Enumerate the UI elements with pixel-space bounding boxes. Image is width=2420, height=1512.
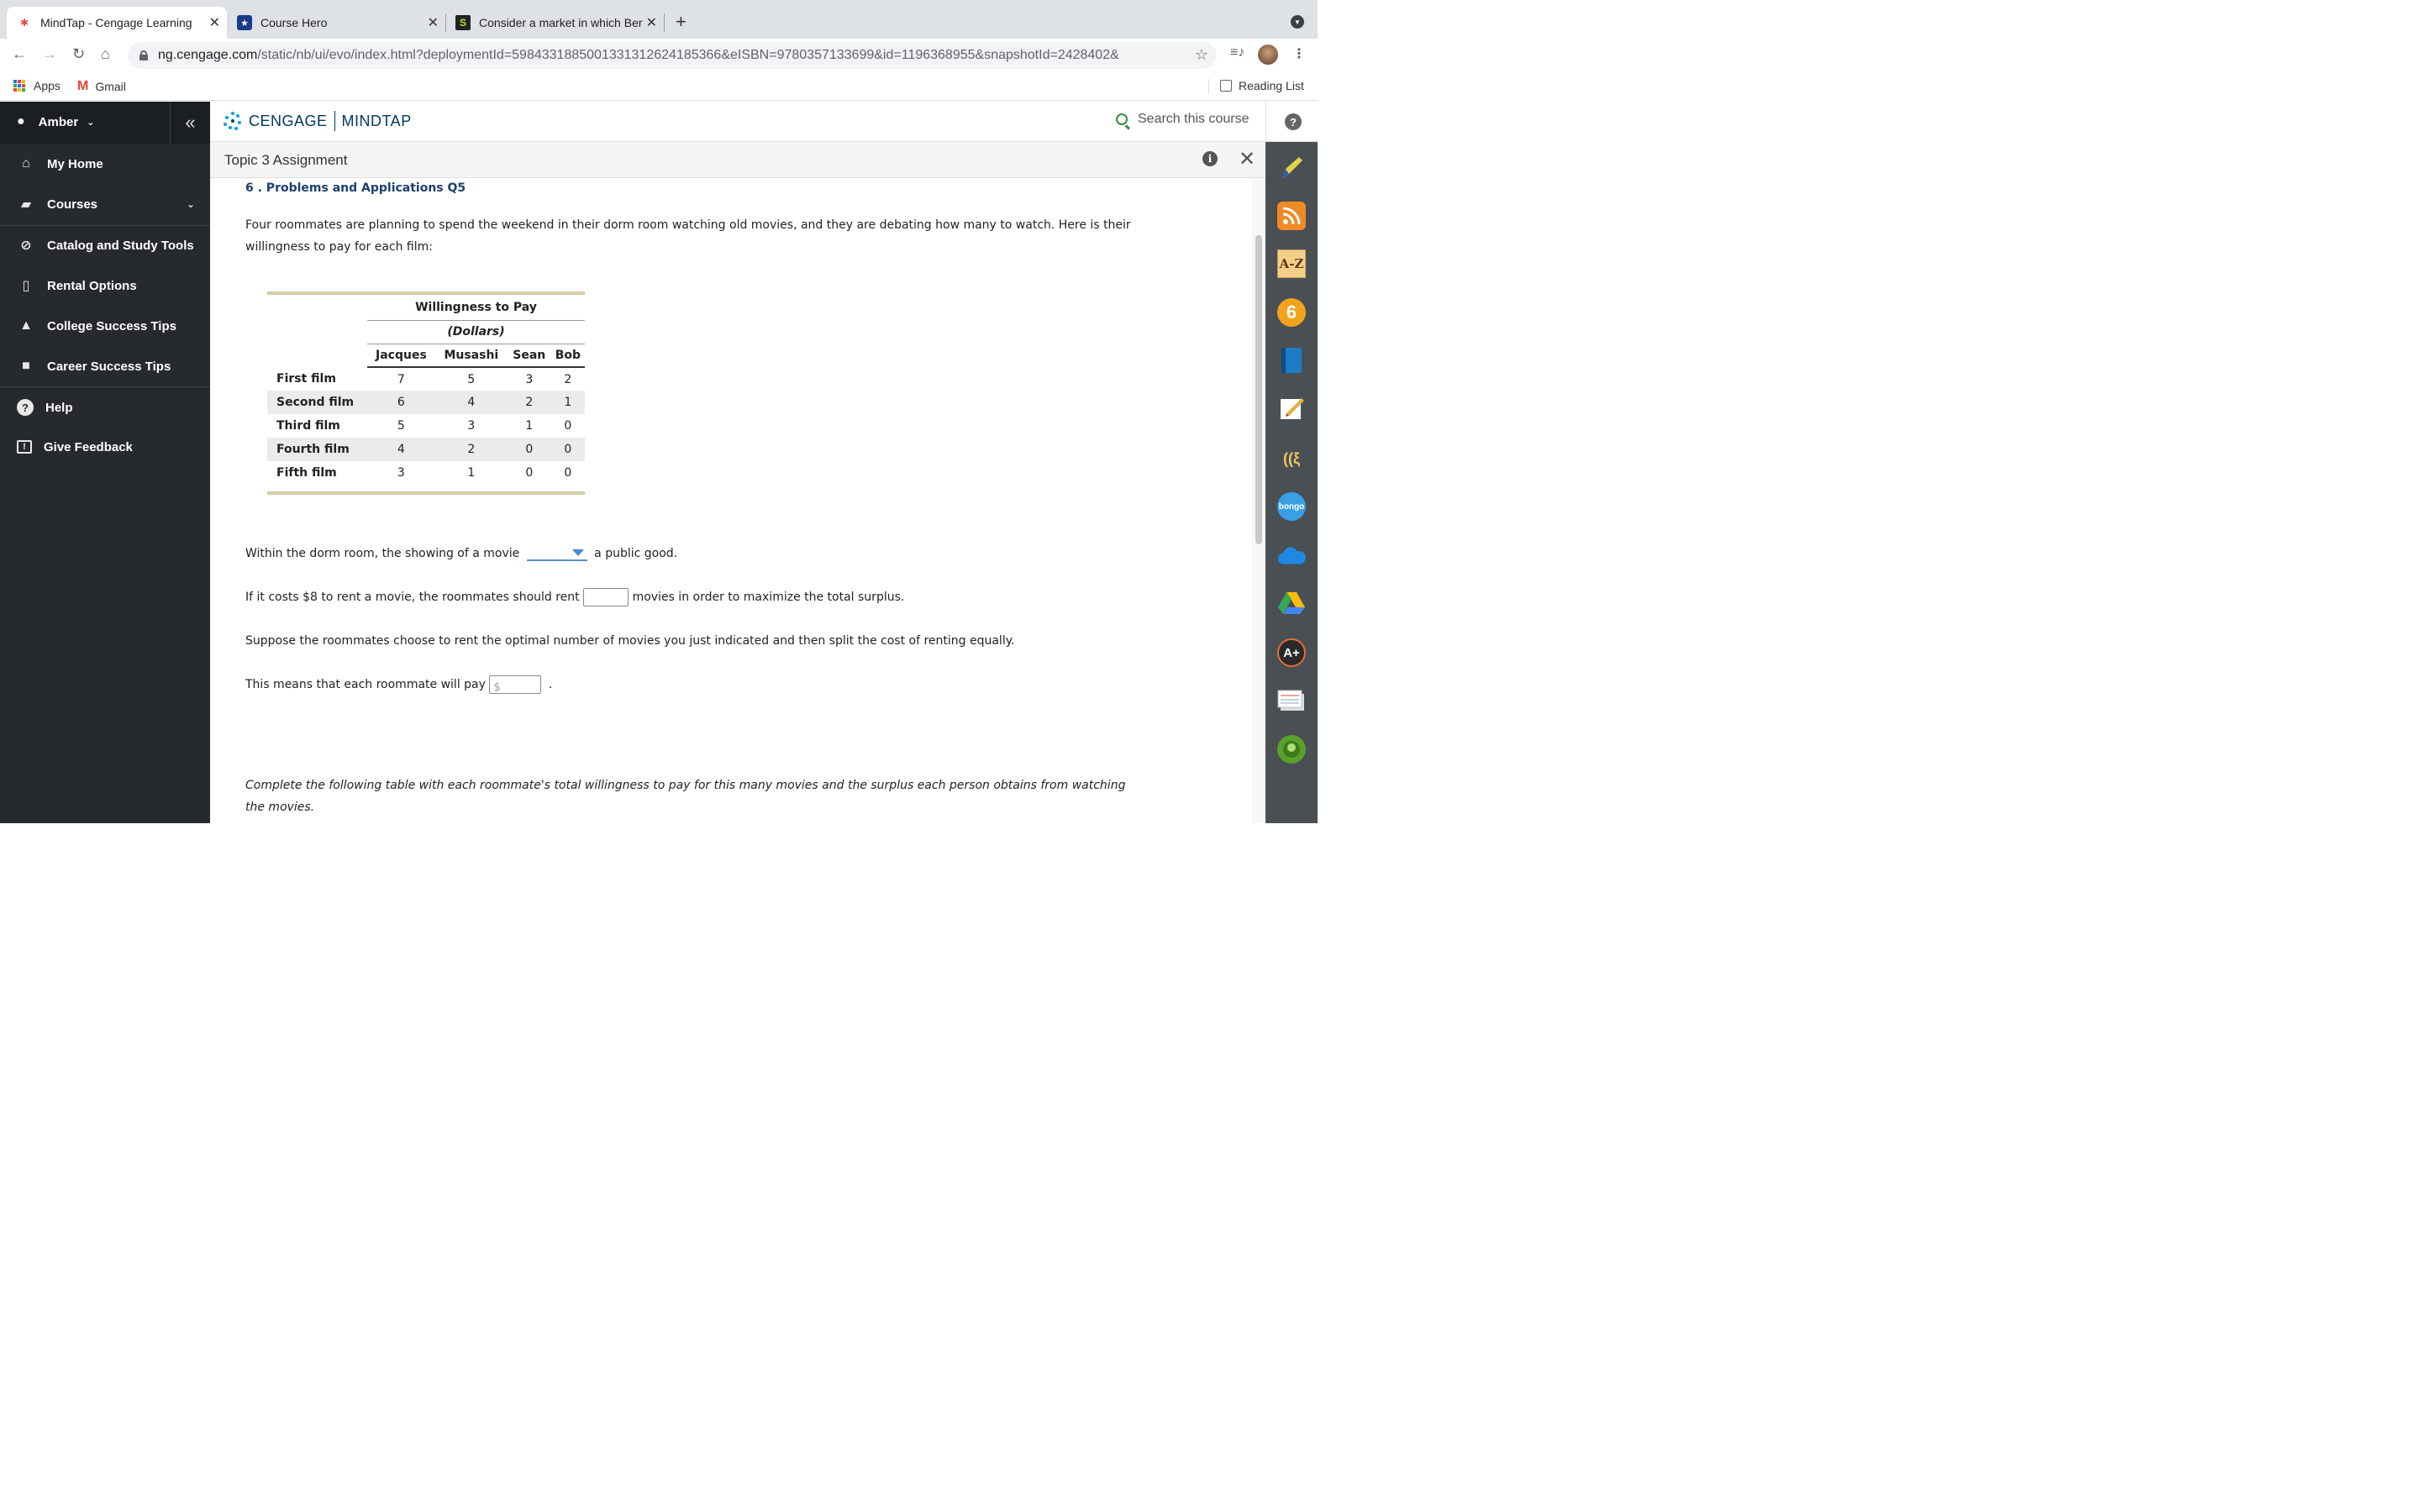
cengage-mindtap-logo[interactable]	[224, 111, 412, 131]
table-cell: 4	[367, 438, 435, 461]
instruction-line: Complete the following table with each roommate's total willingness to pay for this many movies and the surplus each person obtains from watching	[245, 779, 1126, 792]
table-row	[267, 438, 585, 461]
row-label: Fourth film	[267, 438, 367, 461]
assignment-title: Topic 3 Assignment	[224, 152, 348, 168]
table-cell: 2	[508, 391, 551, 414]
a-plus-label: A+	[1283, 645, 1300, 660]
audio-icon[interactable]: ((ξ	[1282, 449, 1300, 467]
table-group-header: Willingness to Pay	[367, 295, 585, 320]
close-tab-icon[interactable]: ✕	[645, 16, 657, 30]
sidebar-item-label: Rental Options	[47, 278, 137, 293]
table-cell: 3	[525, 372, 534, 386]
studypool-favicon-icon: S	[455, 15, 471, 30]
tab-title: Course Hero	[260, 16, 328, 29]
address-bar[interactable]	[128, 42, 1217, 69]
sentence-text: Within the dorm room, the showing of a movie	[245, 547, 520, 560]
pencil-icon[interactable]	[1277, 154, 1306, 182]
tab-title: MindTap - Cengage Learning	[40, 16, 192, 29]
bongo-icon[interactable]	[1277, 492, 1306, 521]
help-icon[interactable]: ?	[1285, 113, 1302, 130]
rent-sentence	[245, 586, 904, 608]
public-good-dropdown[interactable]	[527, 546, 587, 561]
tab-separator	[664, 13, 665, 32]
browser-tab-bar	[0, 0, 1318, 39]
sidebar-item-college-tips[interactable]	[0, 307, 210, 345]
sentence-text: .	[548, 678, 553, 691]
content-scrollbar[interactable]	[1252, 178, 1265, 823]
bookmark-gmail[interactable]	[77, 79, 126, 94]
sidebar-item-label: Career Success Tips	[47, 359, 171, 374]
public-good-sentence	[245, 543, 677, 564]
cengage-logo-icon	[224, 112, 242, 130]
row-label: First film	[276, 372, 336, 386]
sidebar-divider	[0, 386, 210, 387]
sidebar-item-label: Courses	[47, 197, 98, 212]
table-cell: 2	[435, 438, 508, 461]
search-label: Search this course	[1138, 112, 1249, 126]
question-content	[210, 178, 1252, 823]
book-icon: ▰	[20, 197, 32, 212]
gmail-icon: M	[77, 79, 89, 93]
compass-icon: ⊘	[20, 239, 32, 253]
complete-table-instruction	[245, 774, 1125, 818]
profile-icon[interactable]	[1277, 735, 1306, 764]
rss-icon[interactable]	[1277, 202, 1306, 230]
table-row	[267, 367, 585, 391]
table-bottom-rule	[267, 491, 585, 495]
a-z-label: A-Z	[1279, 256, 1304, 271]
course-search[interactable]	[1116, 112, 1249, 127]
lock-icon	[139, 50, 148, 60]
briefcase-icon: ■	[22, 359, 30, 373]
user-menu[interactable]	[17, 114, 94, 129]
a-z-icon[interactable]	[1277, 249, 1306, 278]
reading-list-button[interactable]	[1220, 79, 1304, 92]
home-icon: ⌂	[22, 156, 30, 171]
table-cell: 5	[467, 372, 476, 386]
sentence-text: If it costs $8 to rent a movie, the roommates should rent	[245, 591, 580, 604]
sidebar-item-feedback[interactable]	[0, 428, 210, 466]
row-label: Second film	[267, 391, 367, 414]
cost-per-roommate-input[interactable]: $	[489, 675, 541, 694]
sidebar-item-courses[interactable]	[0, 185, 210, 223]
table-cell: 0	[551, 438, 585, 461]
question-intro	[245, 214, 1131, 258]
bookmark-apps[interactable]	[13, 79, 60, 92]
column-header: Bob	[551, 344, 585, 367]
flashcards-icon[interactable]	[1277, 686, 1306, 715]
table-cell: 2	[564, 372, 572, 386]
table-row	[267, 391, 585, 414]
tab-search-icon[interactable]: ▼	[1291, 15, 1304, 29]
sentence-text: This means that each roommate will pay	[245, 678, 486, 691]
column-header: Jacques	[367, 344, 435, 367]
table-cell: 5	[397, 419, 405, 433]
forward-icon[interactable]: →	[42, 45, 57, 62]
table-cell: 4	[435, 391, 508, 414]
sidebar-item-label: Give Feedback	[44, 439, 133, 454]
bookmark-separator	[1208, 79, 1209, 94]
sidebar-item-career-tips[interactable]	[0, 347, 210, 386]
profile-avatar[interactable]	[1258, 45, 1278, 65]
browser-toolbar	[0, 39, 1318, 72]
assignment-bar	[210, 142, 1265, 178]
sidebar-item-label: Catalog and Study Tools	[47, 238, 194, 253]
table-cell: 3	[397, 466, 405, 480]
row-label: Fifth film	[276, 466, 337, 480]
column-header: Musashi	[435, 344, 508, 367]
main-sidebar	[0, 102, 210, 823]
a-plus-icon[interactable]	[1277, 638, 1306, 667]
table-cell: 0	[525, 466, 534, 480]
media-queue-icon[interactable]: ≡♪	[1230, 45, 1245, 60]
table-cell: 7	[397, 372, 405, 386]
new-tab-icon[interactable]: +	[676, 11, 687, 32]
chevron-down-icon: ⌄	[186, 198, 195, 210]
app-dock	[1265, 142, 1318, 823]
home-icon[interactable]: ⌂	[101, 45, 110, 62]
sidebar-item-label: Help	[45, 400, 73, 415]
reload-icon[interactable]: ↻	[72, 45, 86, 62]
sidebar-item-catalog[interactable]	[0, 226, 210, 265]
sentence-text: a public good.	[594, 547, 678, 560]
sidebar-item-help[interactable]	[0, 388, 210, 427]
six-icon[interactable]: 6	[1277, 298, 1306, 327]
table-cell: 1	[551, 391, 585, 414]
info-icon[interactable]: i	[1202, 151, 1218, 166]
chevron-down-icon: ⌄	[87, 117, 95, 128]
reading-list-icon	[1220, 80, 1232, 92]
notes-icon[interactable]	[1277, 394, 1306, 423]
drive-icon[interactable]	[1277, 589, 1306, 617]
course-hero-favicon-icon: ★	[237, 15, 252, 30]
sidebar-item-rental[interactable]	[0, 266, 210, 305]
url-text[interactable]: ng.cengage.com/static/nb/ui/evo/index.html?deploymentId=5984331885001331312624185366&eISBN=9780357133699&id=1196368955&snapshotId=2428402&	[158, 48, 1119, 62]
bongo-label: bongo	[1278, 501, 1305, 512]
sidebar-item-my-home[interactable]	[0, 144, 210, 183]
tab-mindtap[interactable]	[7, 7, 227, 39]
feedback-icon: !	[17, 440, 32, 454]
sentence-text: movies in order to maximize the total surplus.	[632, 591, 905, 604]
user-icon: ●	[17, 114, 25, 129]
collapse-sidebar-button[interactable]	[170, 102, 210, 144]
bookmarks-bar	[0, 72, 1318, 101]
table-cell: 0	[508, 438, 551, 461]
bookmark-star-icon[interactable]: ☆	[1194, 46, 1208, 63]
brand-cengage: CENGAGE	[249, 112, 328, 129]
question-title: 6 . Problems and Applications Q5	[245, 181, 466, 195]
tab-course-hero[interactable]	[227, 7, 445, 39]
tab-studypool[interactable]	[445, 7, 664, 39]
table-sub-header: (Dollars)	[367, 320, 585, 344]
close-icon[interactable]: ✕	[1239, 148, 1256, 171]
close-tab-icon[interactable]: ✕	[208, 16, 220, 30]
instruction-line: the movies.	[245, 801, 315, 814]
row-label: Third film	[276, 419, 340, 433]
intro-line: Four roommates are planning to spend the weekend in their dorm room watching old movies, and they are debating how many to watch. Here is their	[245, 218, 1131, 232]
willingness-to-pay-table	[267, 291, 585, 495]
sidebar-item-label: My Home	[47, 156, 103, 171]
table-cell: 1	[467, 466, 476, 480]
table-row	[267, 461, 585, 485]
browser-menu-icon[interactable]: ⋮	[1292, 47, 1306, 61]
question-icon: ?	[17, 399, 34, 416]
tab-title: Consider a market in which Ber	[479, 16, 643, 29]
dropdown-arrow-icon	[572, 549, 584, 556]
table-cell: 0	[564, 419, 572, 433]
cloud-icon[interactable]	[1277, 542, 1306, 570]
user-name: Amber	[38, 114, 79, 129]
graduation-cap-icon: ▲	[19, 318, 33, 333]
back-icon[interactable]: ←	[12, 45, 27, 62]
movies-count-input[interactable]	[583, 588, 629, 606]
search-icon	[1116, 113, 1128, 125]
pay-sentence	[245, 674, 552, 696]
table-cell: 6	[367, 391, 435, 414]
notebook-icon[interactable]	[1277, 346, 1306, 375]
sidebar-item-label: College Success Tips	[47, 318, 176, 333]
reading-list-label: Reading List	[1239, 79, 1304, 92]
brand-mindtap: MINDTAP	[341, 112, 412, 129]
bookmark-label: Gmail	[95, 80, 126, 93]
table-row	[267, 414, 585, 438]
apps-grid-icon	[13, 80, 25, 92]
double-chevron-left-icon: «	[185, 112, 196, 133]
app-header	[210, 102, 1265, 142]
table-cell: 3	[467, 419, 476, 433]
table-cell: 1	[525, 419, 534, 433]
bookmark-label: Apps	[34, 79, 60, 92]
user-menu-row	[0, 102, 210, 144]
intro-line: willingness to pay for each film:	[245, 240, 433, 254]
cengage-favicon-icon: ✱	[19, 17, 29, 29]
table-cell: 0	[564, 466, 572, 480]
close-tab-icon[interactable]: ✕	[427, 16, 439, 30]
scrollbar-thumb[interactable]	[1255, 235, 1262, 544]
open-book-icon: ▯	[22, 279, 30, 293]
split-cost-sentence: Suppose the roommates choose to rent the optimal number of movies you just indicated and then split the cost of renting equally.	[245, 634, 1015, 648]
column-header: Sean	[508, 344, 551, 367]
brand-divider	[334, 111, 335, 131]
